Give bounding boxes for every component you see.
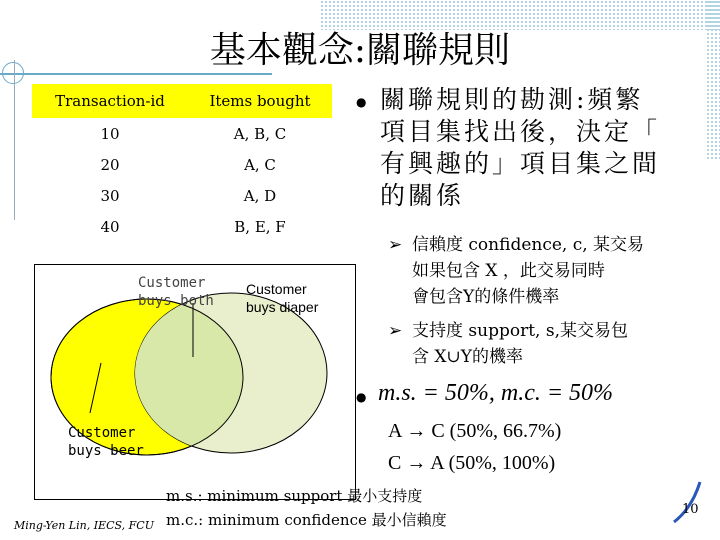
ms-mc-text: m.s. = 50%, m.c. = 50% [378,380,614,406]
label-buys-beer [68,424,144,460]
rule-c-to-a: C → A (50%, 100%) [388,452,556,474]
label-line: Customer [68,425,136,441]
main-line: 有興趣的」項目集之間 [380,149,661,178]
bullet-dot-icon: ● [356,390,367,404]
cell-items: A, C [188,149,332,180]
cell-items: A, B, C [188,118,332,149]
slide-title: 基本觀念:關聯規則 [209,30,511,71]
confidence-text [412,232,702,310]
bullet-dot-icon: ● [356,95,367,109]
support-text [412,318,702,370]
arrow-bullet-icon: ➢ [388,235,403,255]
cell-id: 20 [32,149,188,180]
confidence-line: 如果包含 X ，此交易同時 [412,261,605,281]
confidence-line: 會包含Y的條件機率 [412,287,560,307]
confidence-line: 信賴度 confidence, c, 某交易 [412,235,645,255]
cell-id: 40 [32,211,188,242]
main-bullet-text [380,84,710,212]
cell-items: A, D [188,180,332,211]
label-buys-both [138,274,214,310]
header-transaction-id: Transaction-id [32,84,188,118]
author-credit: Ming-Yen Lin, IECS, FCU [14,519,154,532]
ms-note: m.s.: minimum support 最小支持度 [166,487,423,505]
title-underline [0,73,272,75]
label-line: Customer [138,275,206,291]
label-buys-diaper [246,280,318,316]
left-rule [14,60,15,220]
mc-note: m.c.: minimum confidence 最小信賴度 [166,511,447,529]
table-row [32,118,332,149]
support-line: 含 X∪Y的機率 [412,347,523,367]
label-line: buys both [138,293,214,309]
table-row [32,180,332,211]
table-row [32,149,332,180]
main-line: 項目集找出後，決定「 [380,117,661,146]
label-line: buys diaper [246,299,319,315]
cell-id: 10 [32,118,188,149]
arrow-bullet-icon: ➢ [388,321,403,341]
table-row [32,211,332,242]
rule-a-to-c: A → C (50%, 66.7%) [388,420,562,442]
crosshair-icon [2,62,24,84]
main-line: 關聯規則的勘測:頻繁 [380,85,644,114]
support-line: 支持度 support, s,某交易包 [412,321,628,341]
label-line: Customer [246,281,307,297]
label-line: buys beer [68,443,144,459]
cell-items: B, E, F [188,211,332,242]
header-items-bought: Items bought [188,84,332,118]
main-line: 的關係 [380,181,465,210]
transaction-table [32,84,332,242]
cell-id: 30 [32,180,188,211]
page-number: 10 [682,502,699,517]
abbreviation-notes [166,484,447,532]
